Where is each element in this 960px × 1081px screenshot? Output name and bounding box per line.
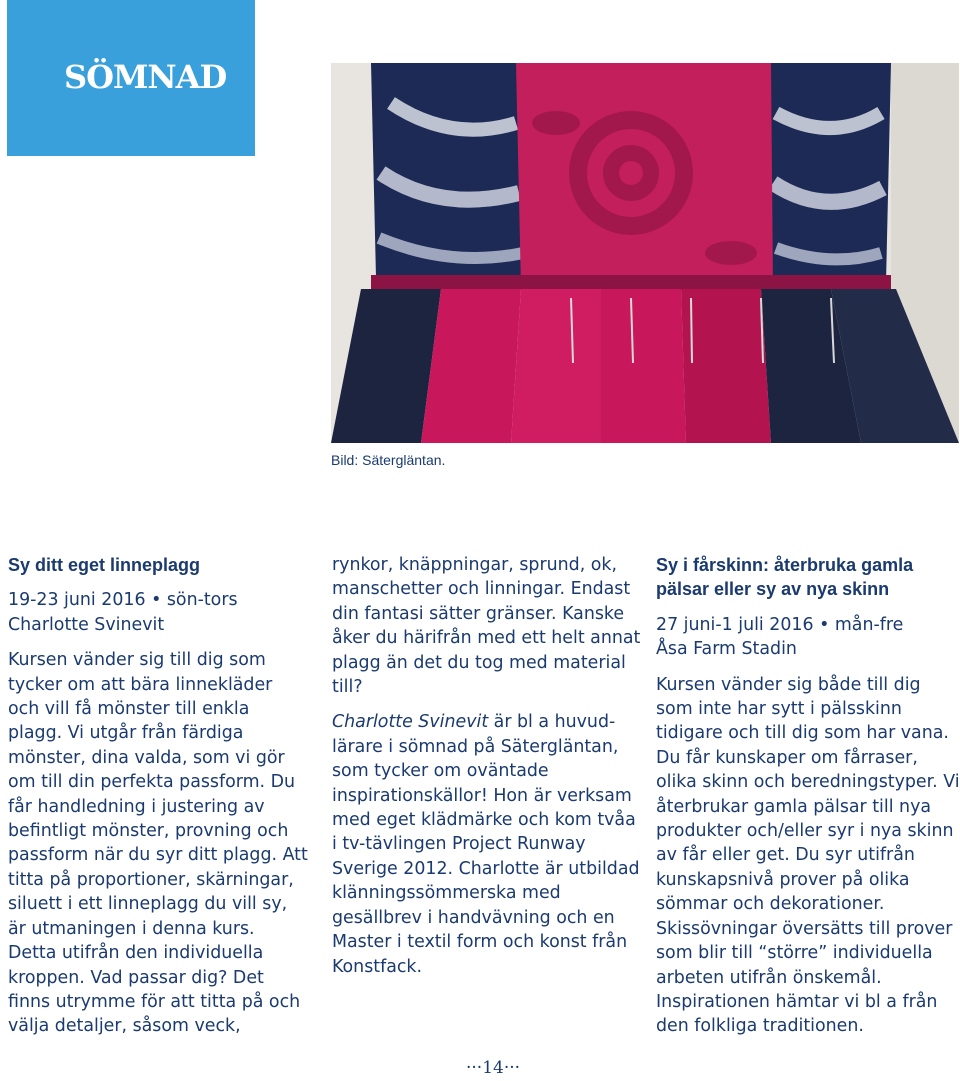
section-title: SÖMNAD (64, 58, 227, 96)
course1-body-continued: rynkor, knäppningar, sprund, ok, manschetter och linningar. Endast din fantasi sätter gränser. Kanske åker du härifrån med ett helt annat plagg än det du tog med material till? (332, 555, 641, 698)
course2-teacher: Åsa Farm Stadin (656, 639, 797, 660)
course2-body: Kursen vänder sig både till dig som inte har sytt i pälsskinn tidigare och till dig som har vana. Du får kunskaper om fårraser, olika skinn och beredningstyper. Vi återbrukar gamla pälsar till nya produkter och/eller syr i nya skinn av får eller get. Du syr utifrån kunskapsnivå prover på olika sömmar och dekorationer. Skissövningar översätts till prover som blir till “större” individuella arbeten utifrån önskemål. Inspirationen hämtar vi bl a från den folkliga traditionen. (656, 674, 960, 1037)
page-number (466, 1058, 520, 1078)
course1-column (8, 553, 308, 1039)
bio-name: Charlotte Svinevit (332, 712, 489, 733)
course1-dates: 19-23 juni 2016 • sön-tors (8, 590, 238, 611)
page-dots-left: ··· (466, 1058, 483, 1078)
course1-title: Sy ditt eget linneplagg (8, 555, 201, 575)
course1-teacher: Charlotte Svinevit (8, 614, 165, 635)
photo-caption: Bild: Sätergläntan. (331, 452, 446, 468)
course1-continued-column (332, 553, 642, 979)
page-number-value: 14 (482, 1058, 504, 1078)
course2-dates: 27 juni-1 juli 2016 • mån-fre (656, 614, 904, 635)
page-dots-right: ··· (503, 1058, 521, 1078)
course2-title: Sy i fårskinn: återbruka gamla pälsar eller sy av nya skinn (656, 555, 914, 600)
dress-photo (331, 63, 959, 443)
course2-column (656, 553, 960, 1039)
course1-body: Kursen vänder sig till dig som tycker om att bära linnekläder och vill få mönster till enkla plagg. Vi utgår från färdiga mönster, dina valda, som vi gör om till din perfekta passform. Du får handledning i justering av befintligt mönster, provning och passform när du syr ditt plagg. Att titta på proportioner, skärningar, siluett i ett linneplagg du vill sy, är utmaningen i denna kurs. Detta utifrån den individuella kroppen. Vad passar dig? Det finns utrymme för att titta på och välja detaljer, såsom veck, (8, 650, 308, 1037)
course1-bio (332, 710, 642, 978)
bio-text: är bl a huvud-lärare i sömnad på Sätergläntan, som tycker om oväntade inspirationskällor! Hon är verksam med eget klädmärke och kom tvåa i tv-tävlingen Project Runway Sverige 2012. Charlotte är utbildad klänningssömmerska med gesällbrev i handvävning och en Master i textil form och konst från Konstfack. (332, 712, 640, 977)
dress-illustration (331, 63, 959, 443)
